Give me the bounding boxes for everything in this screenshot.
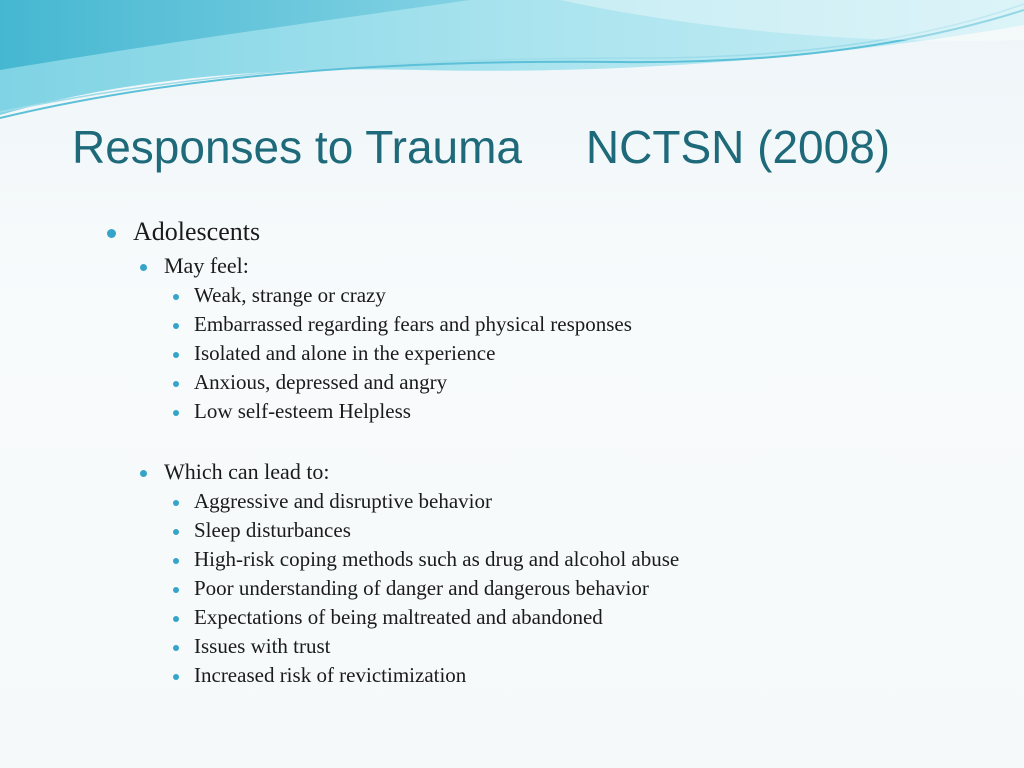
bullet-dot [173,529,179,535]
slide-title: Responses to Trauma NCTSN (2008) [72,121,891,173]
list-item: Poor understanding of danger and dangerous behavior [194,576,649,600]
group1-heading: May feel: [164,253,249,278]
bullet-dot [173,323,179,329]
list-item: Issues with trust [194,634,331,658]
bullet-dot [173,616,179,622]
bullet-dot [173,352,179,358]
group2-heading: Which can lead to: [164,459,330,484]
bullet-dot [140,264,147,271]
bullet-dot [173,381,179,387]
bullet-dot [173,410,179,416]
bullet-dot [173,674,179,680]
list-item: Expectations of being maltreated and abandoned [194,605,603,629]
list-item: Weak, strange or crazy [194,283,386,307]
bullet-dot [173,587,179,593]
bullet-dot [173,645,179,651]
list-item: Increased risk of revictimization [194,663,467,687]
list-item: Anxious, depressed and angry [194,370,448,394]
bullet-dot [173,294,179,300]
bullet-dot [140,470,147,477]
list-item: High-risk coping methods such as drug and alcohol abuse [194,547,680,571]
list-item: Sleep disturbances [194,518,351,542]
list-item: Isolated and alone in the experience [194,341,496,365]
bullet-dot [173,500,179,506]
bullet-dot [107,229,116,238]
list-item: Aggressive and disruptive behavior [194,489,493,513]
outline-level1: Adolescents [133,217,261,246]
list-item: Low self-esteem Helpless [194,399,411,423]
list-item: Embarrassed regarding fears and physical responses [194,312,632,336]
bullet-dot [173,558,179,564]
